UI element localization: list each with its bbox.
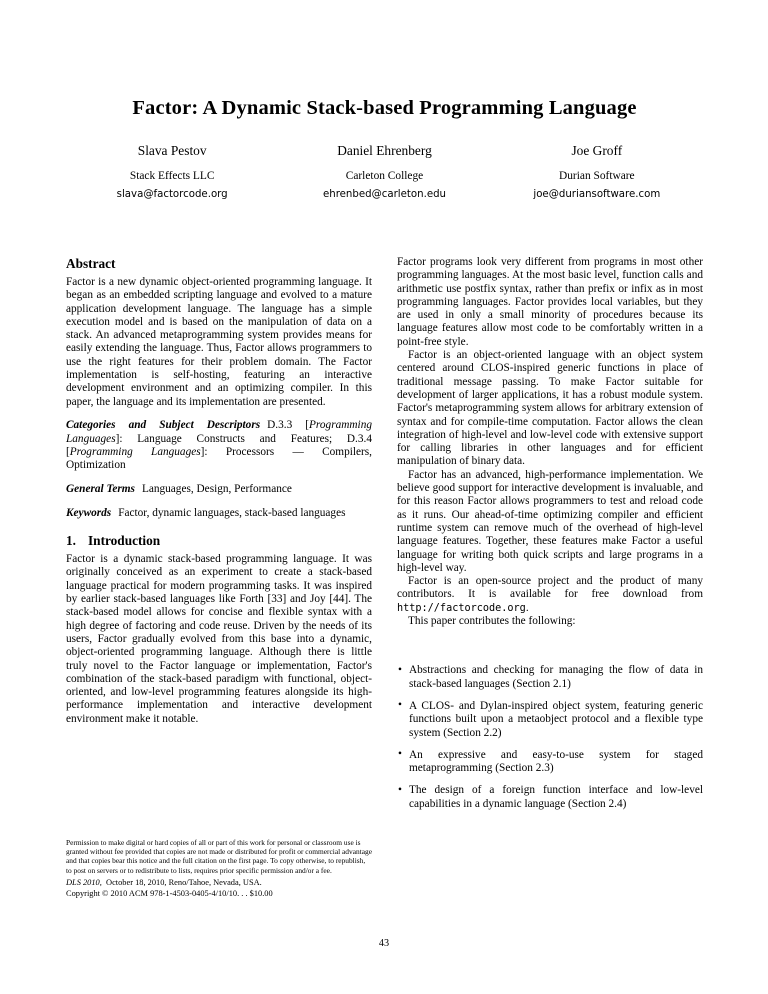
author-affiliation: Stack Effects LLC	[129, 169, 215, 182]
intro-paragraph-3: Factor is an object-oriented language with an object system centered around CLOS-inspired generic functions in place of traditional message passing. To make Factor suitable for development of larger applications, it has a robust module system. Factor's metaprogramming system allows for arbitrary extension of syntax and for compile-time computation. Factor allows the clean integration of high-level and low-level code with extensive support for calling libraries in other languages and for efficient manipulation of binary data.	[397, 349, 703, 468]
download-text-end: .	[525, 601, 529, 614]
author-block	[66, 143, 703, 202]
right-column	[397, 256, 703, 820]
author-name: Slava Pestov	[137, 143, 207, 158]
categories-part3: ]: Processors — Compilers, Optimization	[66, 446, 372, 472]
venue-line	[66, 877, 372, 888]
list-item: • An expressive and easy-to-use system for staged metaprogramming (Section 2.3)	[397, 749, 703, 776]
author-name: Daniel Ehrenberg	[337, 143, 432, 158]
categories-block	[66, 419, 372, 472]
categories-part2: ]: Language Constructs and Features; D.3.4 [	[66, 432, 372, 459]
categories-label: Categories and Subject Descriptors	[66, 419, 261, 432]
author-affiliation: Carleton College	[345, 169, 424, 182]
author-email: joe@duriansoftware.com	[533, 189, 661, 200]
author-affiliation: Durian Software	[559, 169, 635, 182]
intro-paragraph-6: This paper contributes the following:	[408, 615, 576, 628]
author-2	[278, 143, 490, 202]
general-terms-label: General Terms	[66, 483, 135, 496]
author-name: Joe Groff	[571, 143, 623, 158]
intro-paragraph-1: Factor is a dynamic stack-based programming language. It was originally conceived as an experiment to create a stack-based language practical for modern programming tasks. It was inspired by earlier stack-based languages like Forth [33] and Joy [44]. The stack-based model allows for concise and flexible syntax with a high degree of factoring and code reuse. Driven by the needs of its users, Factor gradually evolved from this base into a dynamic, object-oriented programming language. Although there is little truly novel to the Factor language or implementation, Factor's combination of the stack-based paradigm with functional, object-oriented, and low-level programming features alongside its high-performance implementation and interactive development environment make it notable.	[66, 553, 372, 725]
contributions-list	[397, 664, 703, 811]
abstract-heading: Abstract	[66, 256, 116, 271]
page-number: 43	[378, 938, 390, 949]
download-text: Factor is an open-source project and the product of many contributors. It is available for free download from	[397, 575, 703, 601]
author-3	[491, 143, 703, 202]
categories-italic1: Programming Languages	[66, 419, 372, 445]
contributions-wrapper	[397, 664, 703, 811]
author-1	[66, 143, 278, 202]
page-title: Factor: A Dynamic Stack-based Programming Language	[132, 97, 637, 119]
keywords-block	[66, 507, 372, 520]
intro-paragraph-5	[397, 575, 703, 615]
copyright-line: Copyright © 2010 ACM 978-1-4503-0405-4/10/10. . . $10.00	[66, 889, 273, 899]
venue-details: October 18, 2010, Reno/Tahoe, Nevada, USA.	[106, 878, 262, 888]
factorcode-url[interactable]: http://factorcode.org	[397, 602, 526, 614]
copyright-notice	[66, 838, 372, 899]
section-number: 1.	[66, 533, 76, 549]
categories-part1: D.3.3 [	[267, 419, 310, 432]
author-email: ehrenbed@carleton.edu	[322, 189, 447, 200]
general-terms-text: Languages, Design, Performance	[141, 483, 292, 496]
section-title: Introduction	[88, 533, 161, 549]
permission-text: Permission to make digital or hard copies of all or part of this work for personal or classroom use is granted without fee provided that copies are not made or distributed for profit or commercial advantage and that copies bear this notice and the full citation on the first page. To copy otherwise, to republish, to post on servers or to redistribute to lists, requires prior specific permission and/or a fee.	[66, 838, 372, 875]
intro-paragraph-2: Factor programs look very different from programs in most other programming languages. At the most basic level, function calls and arithmetic use postfix syntax, rather than prefix or infix as in most programming languages. Factor provides local variables, but they are used in only a small minority of procedures because its language features allow most code to be comfortably written in a point-free style.	[397, 256, 703, 348]
introduction-heading	[66, 533, 372, 549]
categories-italic2: Programming Languages	[69, 446, 201, 459]
left-column	[66, 256, 372, 726]
keywords-text: Factor, dynamic languages, stack-based languages	[118, 506, 346, 519]
list-item: • The design of a foreign function interface and low-level capabilities in a dynamic language (Section 2.4)	[397, 784, 703, 811]
author-email: slava@factorcode.org	[116, 189, 228, 200]
keywords-label: Keywords	[66, 506, 112, 519]
intro-paragraph-4: Factor has an advanced, high-performance implementation. We believe good support for interactive development is invaluable, and for this reason Factor allows programmers to test and reload code as it runs. Our ahead-of-time optimizing compiler and efficient runtime system can remove much of the overhead of high-level language features. Together, these features make Factor a useful language for writing both quick scripts and large programs in a high-level way.	[397, 468, 703, 574]
general-terms-block	[66, 483, 372, 496]
list-item: • Abstractions and checking for managing the flow of data in stack-based languages (Section 2.1)	[397, 664, 703, 691]
venue-name: DLS 2010,	[66, 878, 102, 888]
list-item: • A CLOS- and Dylan-inspired object system, featuring generic functions built upon a metaobject protocol and a flexible type system (Section 2.2)	[397, 700, 703, 740]
abstract-text: Factor is a new dynamic object-oriented programming language. It began as an embedded scripting language and evolved to a mature application development language. The language has a simple execution model and is based on the manipulation of data on a stack. An advanced metaprogramming system provides means for easily extending the language. Thus, Factor allows programmers to use the right features for their problem domain. The Factor implementation is self-hosting, featuring an interactive development environment and an optimizing compiler. In this paper, the language and its implementation are presented.	[66, 275, 372, 408]
